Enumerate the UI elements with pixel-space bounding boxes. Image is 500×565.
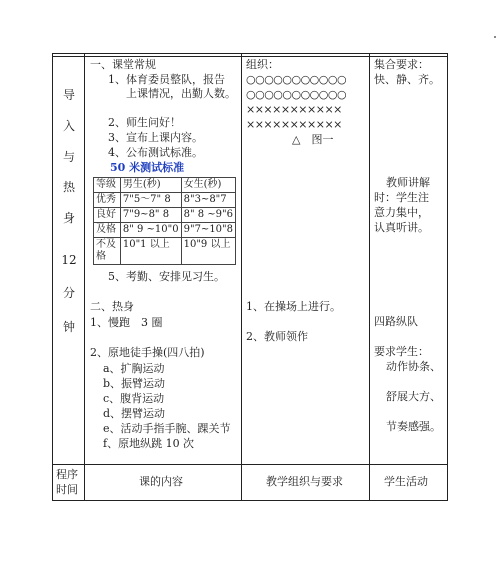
org-note-2: 2、教师领作 (246, 330, 308, 343)
col-divider-2 (241, 53, 242, 501)
item-4: 4、公布测试标准。 (108, 146, 203, 159)
warmup-d: d、摆臂运动 (103, 407, 166, 420)
table-cell: 及格 (94, 223, 121, 238)
table-cell: 优秀 (94, 193, 121, 208)
item-3: 3、宣布上课内容。 (108, 131, 203, 144)
stage-char: 热 (62, 180, 75, 194)
table-row (94, 193, 236, 208)
test-standard-table (93, 177, 236, 265)
footer-procedure: 程序 (56, 468, 78, 481)
student-req-line-2: 动作协条、 (386, 360, 441, 373)
warmup-2: 2、原地徒手操(四八拍) (90, 346, 205, 359)
table-cell: 8"3~8"7 (181, 193, 235, 208)
table-header-row (94, 178, 236, 193)
table-cell: 10"1 以上 (120, 238, 181, 265)
section-1-title: 一、课堂常规 (90, 58, 156, 71)
standard-title: 50 米测试标准 (110, 161, 185, 174)
warmup-f: f、原地纵跳 10 次 (103, 437, 195, 450)
warmup-c: c、腹背运动 (103, 392, 165, 405)
formation-circles-row: ○○○○○○○○○○○ (246, 88, 347, 101)
student-req-line-4: 节奏感强。 (386, 420, 441, 433)
explain-line-4: 认真听讲。 (374, 221, 429, 234)
warmup-b: b、振臂运动 (103, 377, 166, 390)
footer-org-header: 教学组织与要求 (266, 475, 343, 488)
formation-label: 四路纵队 (374, 315, 418, 328)
table-cell: 7"9~8" 8 (120, 208, 181, 223)
warmup-1: 1、慢跑 3 圈 (90, 316, 163, 329)
formation-crosses-row: ××××××××××× (246, 118, 342, 131)
explain-line-1: 教师讲解 (386, 176, 430, 189)
footer-student-header: 学生活动 (384, 475, 428, 488)
table-row (94, 223, 236, 238)
warmup-a: a、扩胸运动 (103, 362, 165, 375)
item-2: 2、师生问好！ (108, 116, 181, 129)
student-req-line-3: 舒展大方、 (386, 390, 441, 403)
col-divider-3 (369, 53, 370, 501)
figure-label: △ 图一 (292, 133, 334, 146)
stage-char: 分 (62, 286, 75, 300)
formation-crosses-row: ××××××××××× (246, 103, 342, 116)
table-header-cell: 男生(秒) (120, 178, 181, 193)
item-1-line-2: 上课情况，出勤人数。 (126, 87, 236, 100)
right-border (447, 53, 448, 501)
table-cell: 良好 (94, 208, 121, 223)
formation-circles-row: ○○○○○○○○○○○ (246, 73, 347, 86)
item-5: 5、考勤、安排见习生。 (108, 270, 225, 283)
stage-char: 与 (62, 150, 75, 164)
stage-char: 入 (62, 119, 75, 133)
left-border (52, 53, 53, 501)
student-req-line-1: 要求学生： (374, 345, 429, 358)
top-border (52, 53, 448, 54)
table-row (94, 208, 236, 223)
stage-char: 钟 (62, 320, 75, 334)
explain-line-2: 时：学生注 (374, 191, 429, 204)
table-cell: 9"7~10"8 (181, 223, 235, 238)
assembly-req-label: 集合要求： (374, 58, 429, 71)
table-cell: 不及格 (94, 238, 121, 265)
section-2-title: 二、热身 (90, 300, 134, 313)
table-row (94, 238, 236, 265)
warmup-e: e、活动手指手腕、踝关节 (103, 422, 231, 435)
table-header-cell: 等级 (94, 178, 121, 193)
assembly-req-value: 快、静、齐。 (374, 73, 440, 86)
table-header-cell: 女生(秒) (181, 178, 235, 193)
table-cell: 7"5～7" 8 (120, 193, 181, 208)
org-title: 组织： (246, 58, 279, 71)
explain-line-3: 意力集中， (374, 206, 429, 219)
top-border-2 (52, 56, 448, 57)
stage-char: 身 (62, 211, 75, 225)
duration-number: 12 (61, 253, 77, 267)
footer-top-border (52, 464, 448, 465)
item-1-line-1: 1、体育委员整队，报告 (108, 73, 225, 86)
table-cell: 8" 8 ~9"6 (181, 208, 235, 223)
corner-dot (494, 36, 496, 38)
footer-content-header: 课的内容 (139, 475, 183, 488)
stage-char: 导 (62, 88, 75, 102)
col-divider-1 (84, 53, 85, 501)
table-cell: 10"9 以上 (181, 238, 235, 265)
bottom-border (52, 500, 448, 501)
table-cell: 8" 9 ~10"0 (120, 223, 181, 238)
footer-time: 时间 (56, 483, 78, 496)
org-note-1: 1、在操场上进行。 (246, 300, 341, 313)
